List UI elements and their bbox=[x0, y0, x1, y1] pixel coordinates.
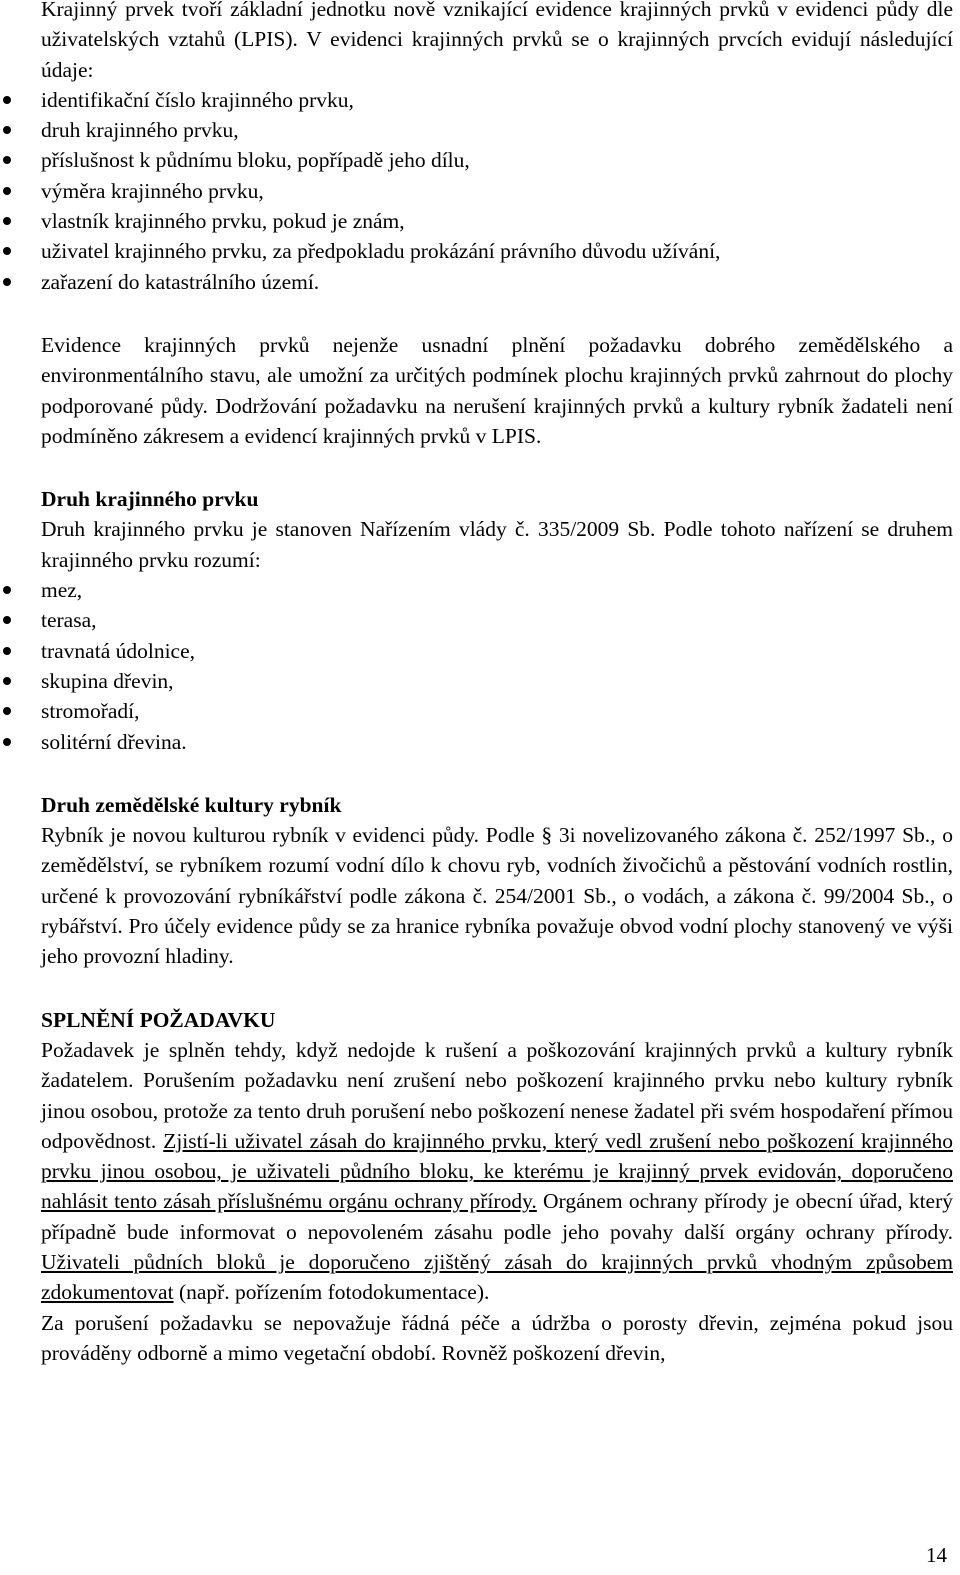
list-item: uživatel krajinného prvku, za předpokladu prokázání právního důvodu užívání, bbox=[41, 236, 953, 266]
list-item: výměra krajinného prvku, bbox=[41, 176, 953, 206]
list-item: travnatá údolnice, bbox=[41, 636, 953, 666]
druh-paragraph: Druh krajinného prvku je stanoven Nařízením vlády č. 335/2009 Sb. Podle tohoto nařízení se druhem krajinného prvku rozumí: bbox=[41, 517, 953, 572]
splneni-text-3: (např. pořízením fotodokumentace). bbox=[173, 1280, 490, 1305]
list-item: solitérní dřevina. bbox=[41, 727, 953, 757]
evidence-paragraph: Evidence krajinných prvků nejenže usnadní plnění požadavku dobrého zemědělského a environmentálního stavu, ale umožní za určitých podmínek plochu krajinných prvků zahrnout do plochy podporované půdy. Dodržování požadavku na nerušení krajinných prvků a kultury rybník žadateli není podmíněno zákresem a evidencí krajinných prvků v LPIS. bbox=[41, 332, 953, 448]
list-item: vlastník krajinného prvku, pokud je znám, bbox=[41, 206, 953, 236]
rybnik-paragraph: Rybník je novou kulturou rybník v evidenci půdy. Podle § 3i novelizovaného zákona č. 252/1997 Sb., o zemědělství, se rybníkem rozumí vodní dílo k chovu ryb, vodních živočichů a pěstování vodních rostlin, určené k provozování rybníkářství podle zákona č. 254/2001 Sb., o vodách, a zákona č. 99/2004 Sb., o rybářství. Pro účely evidence půdy se za hranice rybníka považuje obvod vodní plochy stanovený ve výši jeho provozní hladiny. bbox=[41, 823, 953, 969]
druh-list bbox=[41, 575, 953, 757]
list-item: skupina dřevin, bbox=[41, 666, 953, 696]
section-heading-rybnik: Druh zemědělské kultury rybník bbox=[41, 792, 342, 817]
splneni-paragraph-2: Za porušení požadavku se nepovažuje řádná péče a údržba o porosty dřevin, zejména pokud jsou prováděny odborně a mimo vegetační období. Rovněž poškození dřevin, bbox=[41, 1310, 953, 1365]
splneni-text-2: Orgánem ochrany přírody je obecní úřad, který případně bude informovat o nepovoleném zásahu podle jeho povahy další orgány ochrany přírody. bbox=[41, 1189, 953, 1244]
list-item: stromořadí, bbox=[41, 696, 953, 726]
splneni-paragraph bbox=[41, 1035, 953, 1308]
section-heading-druh: Druh krajinného prvku bbox=[41, 487, 259, 512]
list-item: terasa, bbox=[41, 605, 953, 635]
intro-paragraph: Krajinný prvek tvoří základní jednotku nově vznikající evidence krajinných prvků v evidenci půdy dle uživatelských vztahů (LPIS). V evidenci krajinných prvků se o krajinných prvcích evidují následující údaje: bbox=[41, 0, 953, 82]
splneni-text-1: Požadavek je splněn tehdy, když nedojde k rušení a poškozování krajinných prvků a kultury rybník žadatelem. Porušením požadavku není zrušení nebo poškození krajinného prvku nebo kultury rybník jinou osobou, protože za tento druh porušení nebo poškození nenese žadatel při svém hospodaření přímou odpovědnost. bbox=[41, 1037, 953, 1153]
section-heading-splneni: SPLNĚNÍ POŽADAVKU bbox=[41, 1007, 276, 1032]
evidence-data-list bbox=[41, 85, 953, 297]
list-item: zařazení do katastrálního území. bbox=[41, 267, 953, 297]
page-content bbox=[41, 0, 953, 1368]
list-item: druh krajinného prvku, bbox=[41, 115, 953, 145]
splneni-underlined-1: Zjistí-li uživatel zásah do krajinného prvku, který vedl zrušení nebo poškození krajinného prvku jinou osobou, je uživateli půdního bloku, ke kterému je krajinný prvek evidován, doporučeno nahlásit tento zásah příslušnému orgánu ochrany přírody. bbox=[41, 1128, 953, 1214]
list-item: identifikační číslo krajinného prvku, bbox=[41, 85, 953, 115]
page-number: 14 bbox=[926, 1543, 947, 1567]
list-item: příslušnost k půdnímu bloku, popřípadě jeho dílu, bbox=[41, 145, 953, 175]
splneni-underlined-2: Uživateli půdních bloků je doporučeno zjištěný zásah do krajinných prvků vhodným způsobem zdokumentovat bbox=[41, 1249, 953, 1305]
list-item: mez, bbox=[41, 575, 953, 605]
